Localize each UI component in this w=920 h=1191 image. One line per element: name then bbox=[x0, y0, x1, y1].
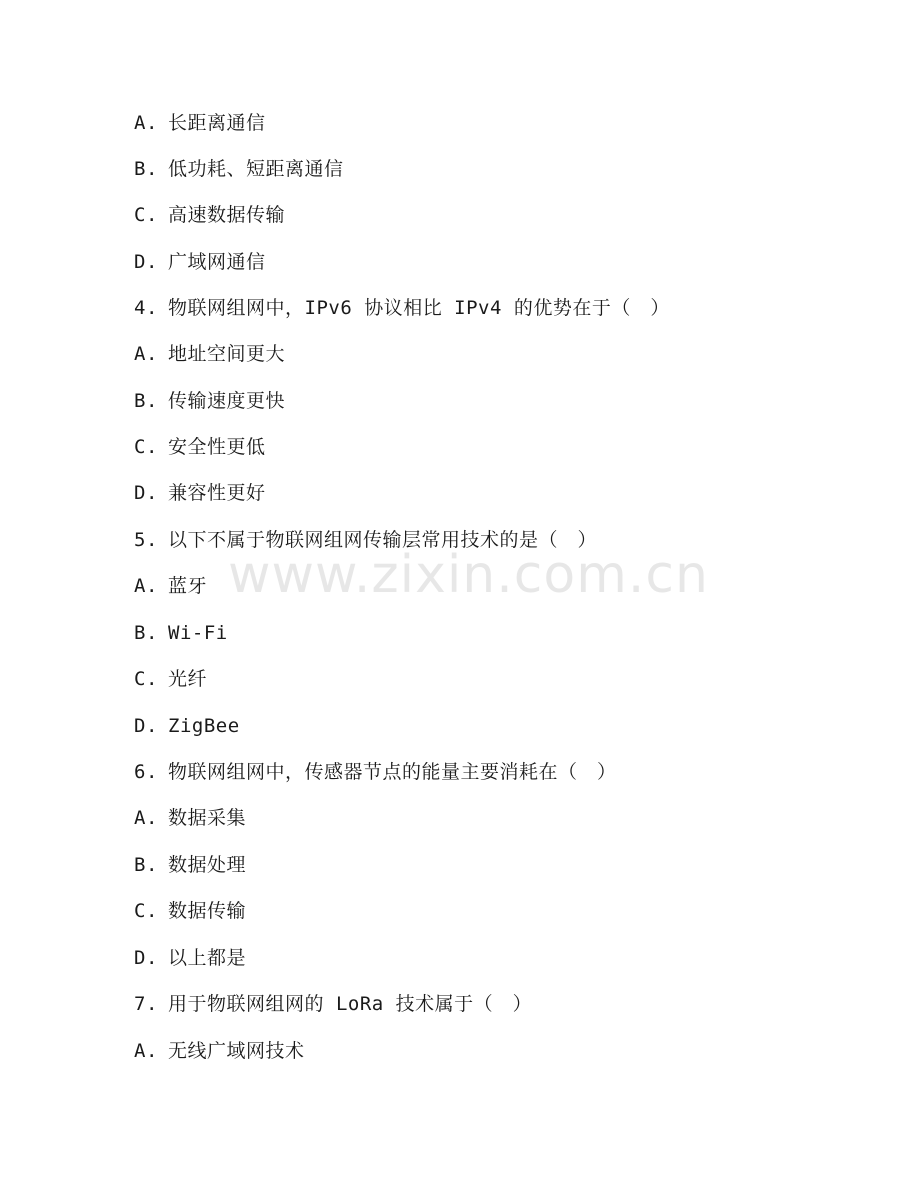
option-line bbox=[134, 896, 246, 926]
question-text: 用于物联网组网的 LoRa 技术属于（ ） bbox=[168, 993, 533, 1015]
option-line bbox=[134, 803, 246, 833]
option-label: B. bbox=[134, 854, 158, 876]
option-text: 数据处理 bbox=[168, 854, 247, 876]
question-number: 6. bbox=[134, 761, 158, 783]
option-line bbox=[134, 339, 285, 369]
option-label: D. bbox=[134, 715, 158, 737]
option-text: 数据采集 bbox=[168, 807, 247, 829]
option-line bbox=[134, 386, 285, 416]
option-line bbox=[134, 154, 344, 184]
option-label: C. bbox=[134, 204, 158, 226]
option-line bbox=[134, 108, 266, 138]
option-line bbox=[134, 432, 266, 462]
option-text: 兼容性更好 bbox=[168, 482, 266, 504]
option-text: 安全性更低 bbox=[168, 436, 266, 458]
option-text: 光纤 bbox=[168, 668, 208, 690]
option-line bbox=[134, 711, 240, 741]
option-line bbox=[134, 943, 246, 973]
option-text: 高速数据传输 bbox=[168, 204, 286, 226]
option-text: 地址空间更大 bbox=[168, 343, 286, 365]
question-number: 4. bbox=[134, 297, 158, 319]
option-text: 低功耗、短距离通信 bbox=[168, 158, 344, 180]
option-label: A. bbox=[134, 112, 158, 134]
option-line bbox=[134, 478, 266, 508]
option-label: B. bbox=[134, 622, 158, 644]
option-text: Wi-Fi bbox=[168, 622, 228, 644]
question-line bbox=[134, 293, 670, 323]
option-label: C. bbox=[134, 900, 158, 922]
question-text: 物联网组网中，传感器节点的能量主要消耗在（ ） bbox=[168, 761, 617, 783]
option-label: B. bbox=[134, 158, 158, 180]
option-label: A. bbox=[134, 807, 158, 829]
option-label: D. bbox=[134, 251, 158, 273]
question-number: 5. bbox=[134, 529, 158, 551]
option-text: 蓝牙 bbox=[168, 575, 208, 597]
option-text: 传输速度更快 bbox=[168, 390, 286, 412]
option-label: B. bbox=[134, 390, 158, 412]
question-text: 物联网组网中，IPv6 协议相比 IPv4 的优势在于（ ） bbox=[168, 297, 670, 319]
option-line bbox=[134, 571, 207, 601]
watermark: www.zixin.com.cn bbox=[228, 545, 709, 605]
option-line bbox=[134, 850, 246, 880]
option-label: A. bbox=[134, 343, 158, 365]
option-text: ZigBee bbox=[168, 715, 240, 737]
question-line bbox=[134, 757, 617, 787]
option-label: D. bbox=[134, 482, 158, 504]
option-text: 广域网通信 bbox=[168, 251, 266, 273]
question-number: 7. bbox=[134, 993, 158, 1015]
option-label: C. bbox=[134, 436, 158, 458]
question-line bbox=[134, 989, 532, 1019]
option-text: 数据传输 bbox=[168, 900, 247, 922]
option-label: D. bbox=[134, 947, 158, 969]
option-label: C. bbox=[134, 668, 158, 690]
option-label: A. bbox=[134, 575, 158, 597]
option-line bbox=[134, 1036, 305, 1066]
option-line bbox=[134, 618, 228, 648]
question-text: 以下不属于物联网组网传输层常用技术的是（ ） bbox=[168, 529, 598, 551]
option-text: 长距离通信 bbox=[168, 112, 266, 134]
option-text: 以上都是 bbox=[168, 947, 247, 969]
option-line bbox=[134, 664, 207, 694]
option-text: 无线广域网技术 bbox=[168, 1040, 305, 1062]
option-line bbox=[134, 200, 285, 230]
option-label: A. bbox=[134, 1040, 158, 1062]
option-line bbox=[134, 247, 266, 277]
